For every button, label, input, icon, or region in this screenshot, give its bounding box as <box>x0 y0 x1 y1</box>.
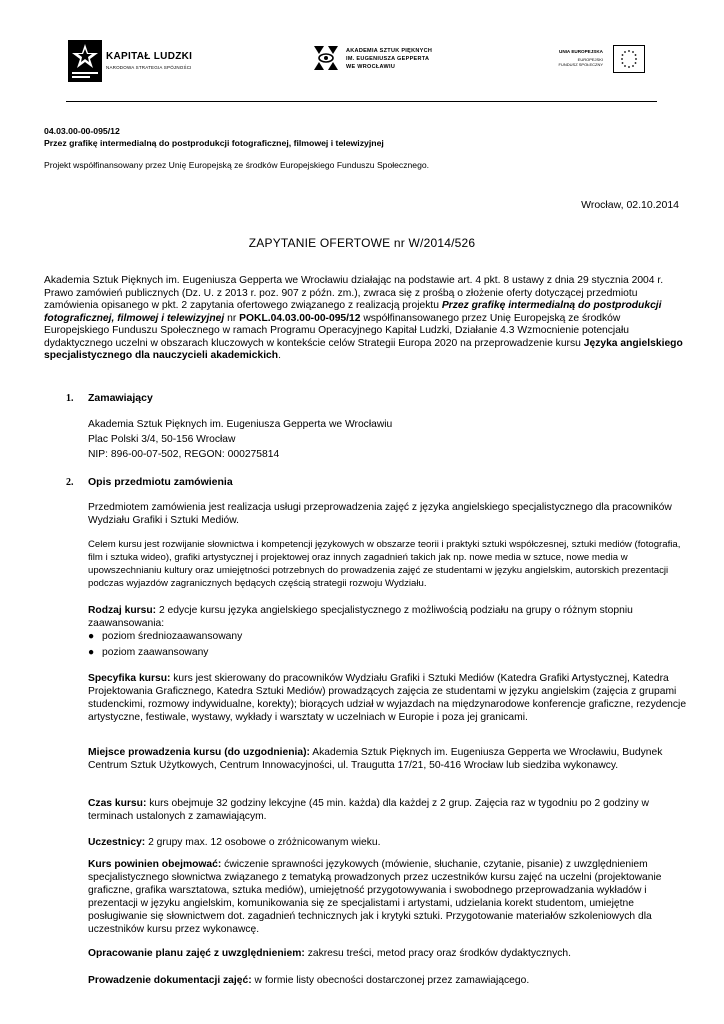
eu-fund-line: EUROPEJSKI <box>577 57 603 62</box>
document-date: Wrocław, 02.10.2014 <box>581 199 679 211</box>
course-location-label: Miejsce prowadzenia kursu (do uzgodnienia): <box>88 747 310 758</box>
documentation-label: Prowadzenie dokumentacji zajęć: <box>88 975 252 986</box>
asp-name <box>346 47 432 71</box>
asp-wroclaw-logo <box>312 44 482 76</box>
course-type-label: Rodzaj kursu: <box>88 605 157 616</box>
intro-project-number: POKL.04.03.00-00-095/12 <box>239 312 361 324</box>
intro-text: Akademia Sztuk Pięknych im. Eugeniusza Gepperta we Wrocławiu działając na podstawie art. 4 pkt. 8 ustawy z dnia 29 stycznia 2004 r. Prawo zamówień publicznych (Dz. U. z 2013 r. poz. 907 z późn. zm.), zwraca się z prośbą o złożenie oferty dotyczącej przedmiotu zamówienia opisanego w pkt. 2 zapytania ofertowego związanego z realizacją projektu <box>44 275 664 311</box>
project-title: Przez grafikę intermedialną do postprodukcji fotograficznej, filmowej i telewizyjnej <box>44 138 384 148</box>
cofunding-note: Projekt współfinansowany przez Unię Europejską ze środków Europejskiego Funduszu Społecznego. <box>44 160 430 170</box>
ordering-party-name: Akademia Sztuk Pięknych im. Eugeniusza Gepperta we Wrocławiu <box>88 419 393 430</box>
intro-text: współfinansowanego przez Unię Europejską ze środków Europejskiego Funduszu Społecznego w ramach Programu Operacyjnego Kapitał Ludzki, Działanie 4.3 Wzmocnienie potencjału dydaktycznego uczelni w obszarach kluczowych w kontekście celów Strategii Europa 2020 na przeprowadzenie kursu <box>44 312 629 349</box>
intro-course-name: Języka angielskiego specjalistycznego dla nauczycieli akademickich <box>44 337 683 361</box>
participants-text: 2 grupy max. 12 osobowe o zróżnicowanym wieku. <box>145 837 381 848</box>
plan-paragraph <box>88 947 688 960</box>
section-number: 1. <box>66 393 74 404</box>
section-number: 2. <box>66 477 74 488</box>
kapital-ludzki-emblem-icon <box>68 40 102 82</box>
course-specifics-label: Specyfika kursu: <box>88 673 171 684</box>
eu-logo <box>547 45 647 75</box>
eu-title: UNIA EUROPEJSKA <box>559 49 603 54</box>
participants-label: Uczestnicy: <box>88 837 146 848</box>
order-subject-paragraph: Przedmiotem zamówienia jest realizacja usługi przeprowadzenia zajęć z języka angielskiego specjalistycznego dla pracowników Wydziału Grafiki i Sztuki Mediów. <box>88 502 672 526</box>
course-content-paragraph <box>88 858 688 936</box>
ordering-party-address: Plac Polski 3/4, 50-156 Wrocław <box>88 434 236 445</box>
level-label: poziom średniozaawansowany <box>102 631 243 642</box>
course-specifics-paragraph <box>88 672 688 724</box>
list-item <box>88 631 242 642</box>
eu-flag-icon <box>613 45 645 73</box>
section-heading-zamawiajacy: Zamawiający <box>88 392 153 404</box>
documentation-text: w formie listy obecności dostarczonej przez zamawiającego. <box>251 975 530 986</box>
asp-line: AKADEMIA SZTUK PIĘKNYCH <box>346 48 433 54</box>
intro-project-name: Przez grafikę intermedialną do postprodukcji fotograficznej, filmowej i telewizyjnej <box>44 300 662 324</box>
section-heading-opis: Opis przedmiotu zamówienia <box>88 476 233 488</box>
level-label: poziom zaawansowany <box>102 647 209 658</box>
eu-fund <box>559 57 603 67</box>
plan-text: zakresu treści, metod pracy oraz środków dydaktycznych. <box>304 948 571 959</box>
documentation-paragraph <box>88 974 688 987</box>
asp-line: IM. EUGENIUSZA GEPPERTA <box>346 56 430 62</box>
participants-paragraph <box>88 836 688 849</box>
bullet-icon: ● <box>88 647 95 658</box>
eu-fund-line: FUNDUSZ SPOŁECZNY <box>558 62 603 67</box>
course-duration-paragraph <box>88 797 688 823</box>
course-type-paragraph <box>88 604 688 630</box>
kapital-ludzki-logo <box>68 40 218 82</box>
intro-text: . <box>278 350 281 361</box>
course-duration-text: kurs obejmuje 32 godziny lekcyjne (45 min. każda) dla każdej z 2 grup. Zajęcia raz w tygodniu po 2 godziny w terminach ustalonych z zamawiającym. <box>88 798 649 822</box>
ordering-party-ids: NIP: 896-00-07-502, REGON: 000275814 <box>88 449 280 460</box>
project-code: 04.03.00-00-095/12 <box>44 126 120 136</box>
kapital-ludzki-subtitle: NARODOWA STRATEGIA SPÓJNOŚCI <box>106 65 192 70</box>
header-divider <box>66 101 657 102</box>
list-item <box>88 647 208 658</box>
course-type-text: 2 edycje kursu języka angielskiego specjalistycznego z możliwością podziału na grupy o różnym stopniu zaawansowania: <box>88 605 633 629</box>
course-content-text: ćwiczenie sprawności językowych (mówienie, słuchanie, czytanie, pisanie) z uwzględnieniem specjalistycznego słownictwa związanego z tematyką prowadzonych przez uczestników kursu zajęć na uczelni (projektowanie graficzne, grafika warsztatowa, sztuka mediów), umiejętność przygotowywania i swobodnego przeprowadzania wykładów i prezentacji w języku angielskim, komunikowania się ze specjalistami i artystami, udzielania korekt studentom, umiejętne posługiwanie się słownictwem dot. zagadnień technicznych jak i krytyki sztuki. Przygotowanie materiałów szkoleniowych dla uczestników kursu przez wykonawcę. <box>88 859 662 935</box>
asp-line: WE WROCŁAWIU <box>346 64 396 70</box>
course-duration-label: Czas kursu: <box>88 798 147 809</box>
course-location-text: Akademia Sztuk Pięknych im. Eugeniusza Gepperta we Wrocławiu, Budynek Centrum Sztuk Użytkowych, Centrum Innowacyjności, ul. Traugutta 17/21, 50-416 Wrocław lub siedziba wykonawcy. <box>88 747 663 771</box>
asp-emblem-icon <box>312 44 340 72</box>
intro-text: nr <box>224 312 240 324</box>
plan-label: Opracowanie planu zajęć z uwzględnieniem: <box>88 948 305 959</box>
bullet-icon: ● <box>88 631 95 642</box>
course-goal-paragraph: Celem kursu jest rozwijanie słownictwa i kompetencji językowych w obszarze teorii i praktyki sztuki współczesnej, sztuki mediów (fotografia, film i sztuka wideo), grafiki artystycznej i projektowej oraz innych zagadnień takich jak np. nowe media w sztuce, nowe media w upowszechnianiu kultury oraz umiejętności potrzebnych do prowadzenia zajęć ze studentami w języku angielskim, autorskich prezentacji podczas wyjazdów zagranicznych będących częścią strategii rozwoju Wydziału. <box>88 539 681 589</box>
course-content-label: Kurs powinien obejmować: <box>88 859 222 870</box>
kapital-ludzki-title: KAPITAŁ LUDZKI <box>106 51 193 62</box>
course-specifics-text: kurs jest skierowany do pracowników Wydziału Grafiki i Sztuki Mediów (Katedra Grafiki Artystycznej, Katedra Projektowania Graficznego, Katedra Sztuki Mediów) prowadzących zajęcia ze studentami w języku angielskim (zajęcia z grupami studenckimi, rozmowy indywidualne, korekty); biorących udział w wyjazdach na międzynarodowe konferencje graficzne, rezydencje artystyczne, festiwale, wystawy, wykłady i warsztaty w uczelniach w Europie i poza jej granicami. <box>88 673 687 723</box>
document-title: ZAPYTANIE OFERTOWE nr W/2014/526 <box>248 236 476 250</box>
intro-paragraph <box>44 275 684 363</box>
course-location-paragraph <box>88 746 688 772</box>
